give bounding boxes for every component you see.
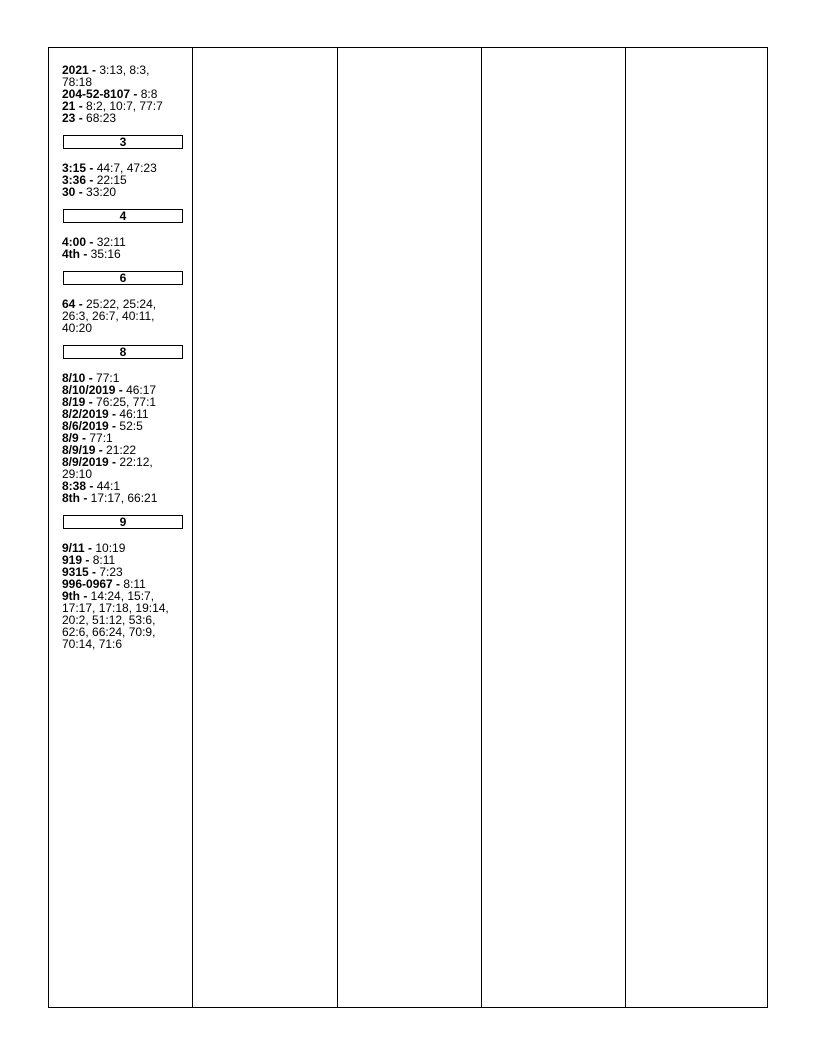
index-entry	[62, 590, 180, 650]
index-separator: -	[75, 99, 87, 113]
index-refs: 17:17, 66:21	[90, 491, 158, 505]
index-column-1	[49, 48, 193, 1007]
index-separator: -	[88, 565, 100, 579]
index-separator: -	[95, 443, 107, 457]
index-separator: -	[115, 383, 127, 397]
index-separator: -	[112, 577, 124, 591]
index-refs: 22:15	[96, 173, 127, 187]
index-refs: 35:16	[90, 247, 121, 261]
index-term: 919	[62, 553, 83, 567]
index-term: 204-52-8107	[62, 87, 131, 101]
index-separator: -	[85, 371, 97, 385]
index-term: 30	[62, 185, 76, 199]
index-refs: 10:19	[95, 541, 126, 555]
index-term: 9315	[62, 565, 89, 579]
index-term: 4:00	[62, 235, 87, 249]
index-refs: 44:1	[96, 479, 121, 493]
index-refs: 52:5	[119, 419, 143, 433]
index-group	[62, 271, 186, 334]
section-header: 3	[63, 135, 183, 149]
index-refs: 22:12, 29:10	[62, 455, 153, 481]
index-term: 8/10	[62, 371, 86, 385]
section-header: 6	[63, 271, 183, 285]
index-term: 2021	[62, 63, 89, 77]
index-column-5	[626, 48, 767, 1007]
index-term: 8/9/2019	[62, 455, 109, 469]
index-term: 8:38	[62, 479, 87, 493]
index-separator: -	[88, 63, 100, 77]
index-separator: -	[86, 161, 97, 175]
index-separator: -	[80, 247, 91, 261]
index-term: 8/6/2019	[62, 419, 109, 433]
index-separator: -	[108, 455, 120, 469]
index-separator: -	[80, 491, 91, 505]
index-term: 21	[62, 99, 76, 113]
index-page-frame	[48, 47, 768, 1008]
index-group	[62, 64, 186, 124]
index-group	[62, 209, 186, 260]
index-refs: 33:20	[86, 185, 117, 199]
index-entry	[62, 248, 180, 260]
index-column-3	[338, 48, 482, 1007]
index-refs: 7:23	[99, 565, 123, 579]
index-term: 3:36	[62, 173, 87, 187]
index-refs: 8:11	[123, 577, 146, 591]
index-refs: 8:8	[140, 87, 158, 101]
index-refs: 25:22, 25:24, 26:3, 26:7, 40:11, 40:20	[62, 297, 157, 335]
index-term: 996-0967	[62, 577, 113, 591]
index-separator: -	[86, 235, 97, 249]
index-term: 3:15	[62, 161, 87, 175]
index-refs: 46:11	[119, 407, 149, 421]
index-group	[62, 135, 186, 198]
index-column-2	[193, 48, 338, 1007]
index-refs: 46:17	[126, 383, 157, 397]
index-separator: -	[80, 589, 91, 603]
index-separator: -	[86, 173, 97, 187]
index-separator: -	[84, 541, 96, 555]
index-term: 8/10/2019	[62, 383, 116, 397]
index-refs: 32:11	[96, 235, 126, 249]
index-group	[62, 345, 186, 504]
index-refs: 8:2, 10:7, 77:7	[86, 99, 163, 113]
index-separator: -	[75, 111, 87, 125]
index-term: 9/11	[62, 541, 85, 555]
index-term: 8/2/2019	[62, 407, 109, 421]
index-column-4	[482, 48, 626, 1007]
index-separator: -	[85, 395, 97, 409]
index-separator: -	[108, 419, 120, 433]
index-term: 23	[62, 111, 76, 125]
index-separator: -	[82, 553, 93, 567]
index-separator: -	[86, 479, 97, 493]
index-term: 8/19	[62, 395, 86, 409]
index-group	[62, 515, 186, 650]
index-term: 64	[62, 297, 76, 311]
index-separator: -	[108, 407, 120, 421]
index-term: 8/9/19	[62, 443, 96, 457]
index-refs: 44:7, 47:23	[96, 161, 157, 175]
index-separator: -	[130, 87, 141, 101]
index-term: 4th	[62, 247, 80, 261]
index-entry	[62, 492, 180, 504]
index-entry	[62, 112, 180, 124]
index-refs: 14:24, 15:7, 17:17, 17:18, 19:14, 20:2, 51:12, 53:6, 62:6, 66:24, 70:9, 70:14, 71:6	[62, 589, 169, 651]
index-separator: -	[75, 185, 87, 199]
index-term: 8th	[62, 491, 80, 505]
index-entry	[62, 64, 180, 88]
section-header: 4	[63, 209, 183, 223]
index-refs: 21:22	[106, 443, 137, 457]
index-entry	[62, 186, 180, 198]
index-refs: 68:23	[86, 111, 117, 125]
index-refs: 77:1	[89, 431, 113, 445]
index-refs: 8:11	[92, 553, 116, 567]
index-separator: -	[78, 431, 90, 445]
section-header: 8	[63, 345, 183, 359]
index-refs: 3:13, 8:3, 78:18	[62, 63, 150, 89]
index-refs: 77:1	[96, 371, 120, 385]
index-separator: -	[75, 297, 87, 311]
index-term: 8/9	[62, 431, 79, 445]
index-refs: 76:25, 77:1	[96, 395, 157, 409]
index-term: 9th	[62, 589, 80, 603]
section-header: 9	[63, 515, 183, 529]
index-entry	[62, 456, 180, 480]
index-entry	[62, 298, 180, 334]
